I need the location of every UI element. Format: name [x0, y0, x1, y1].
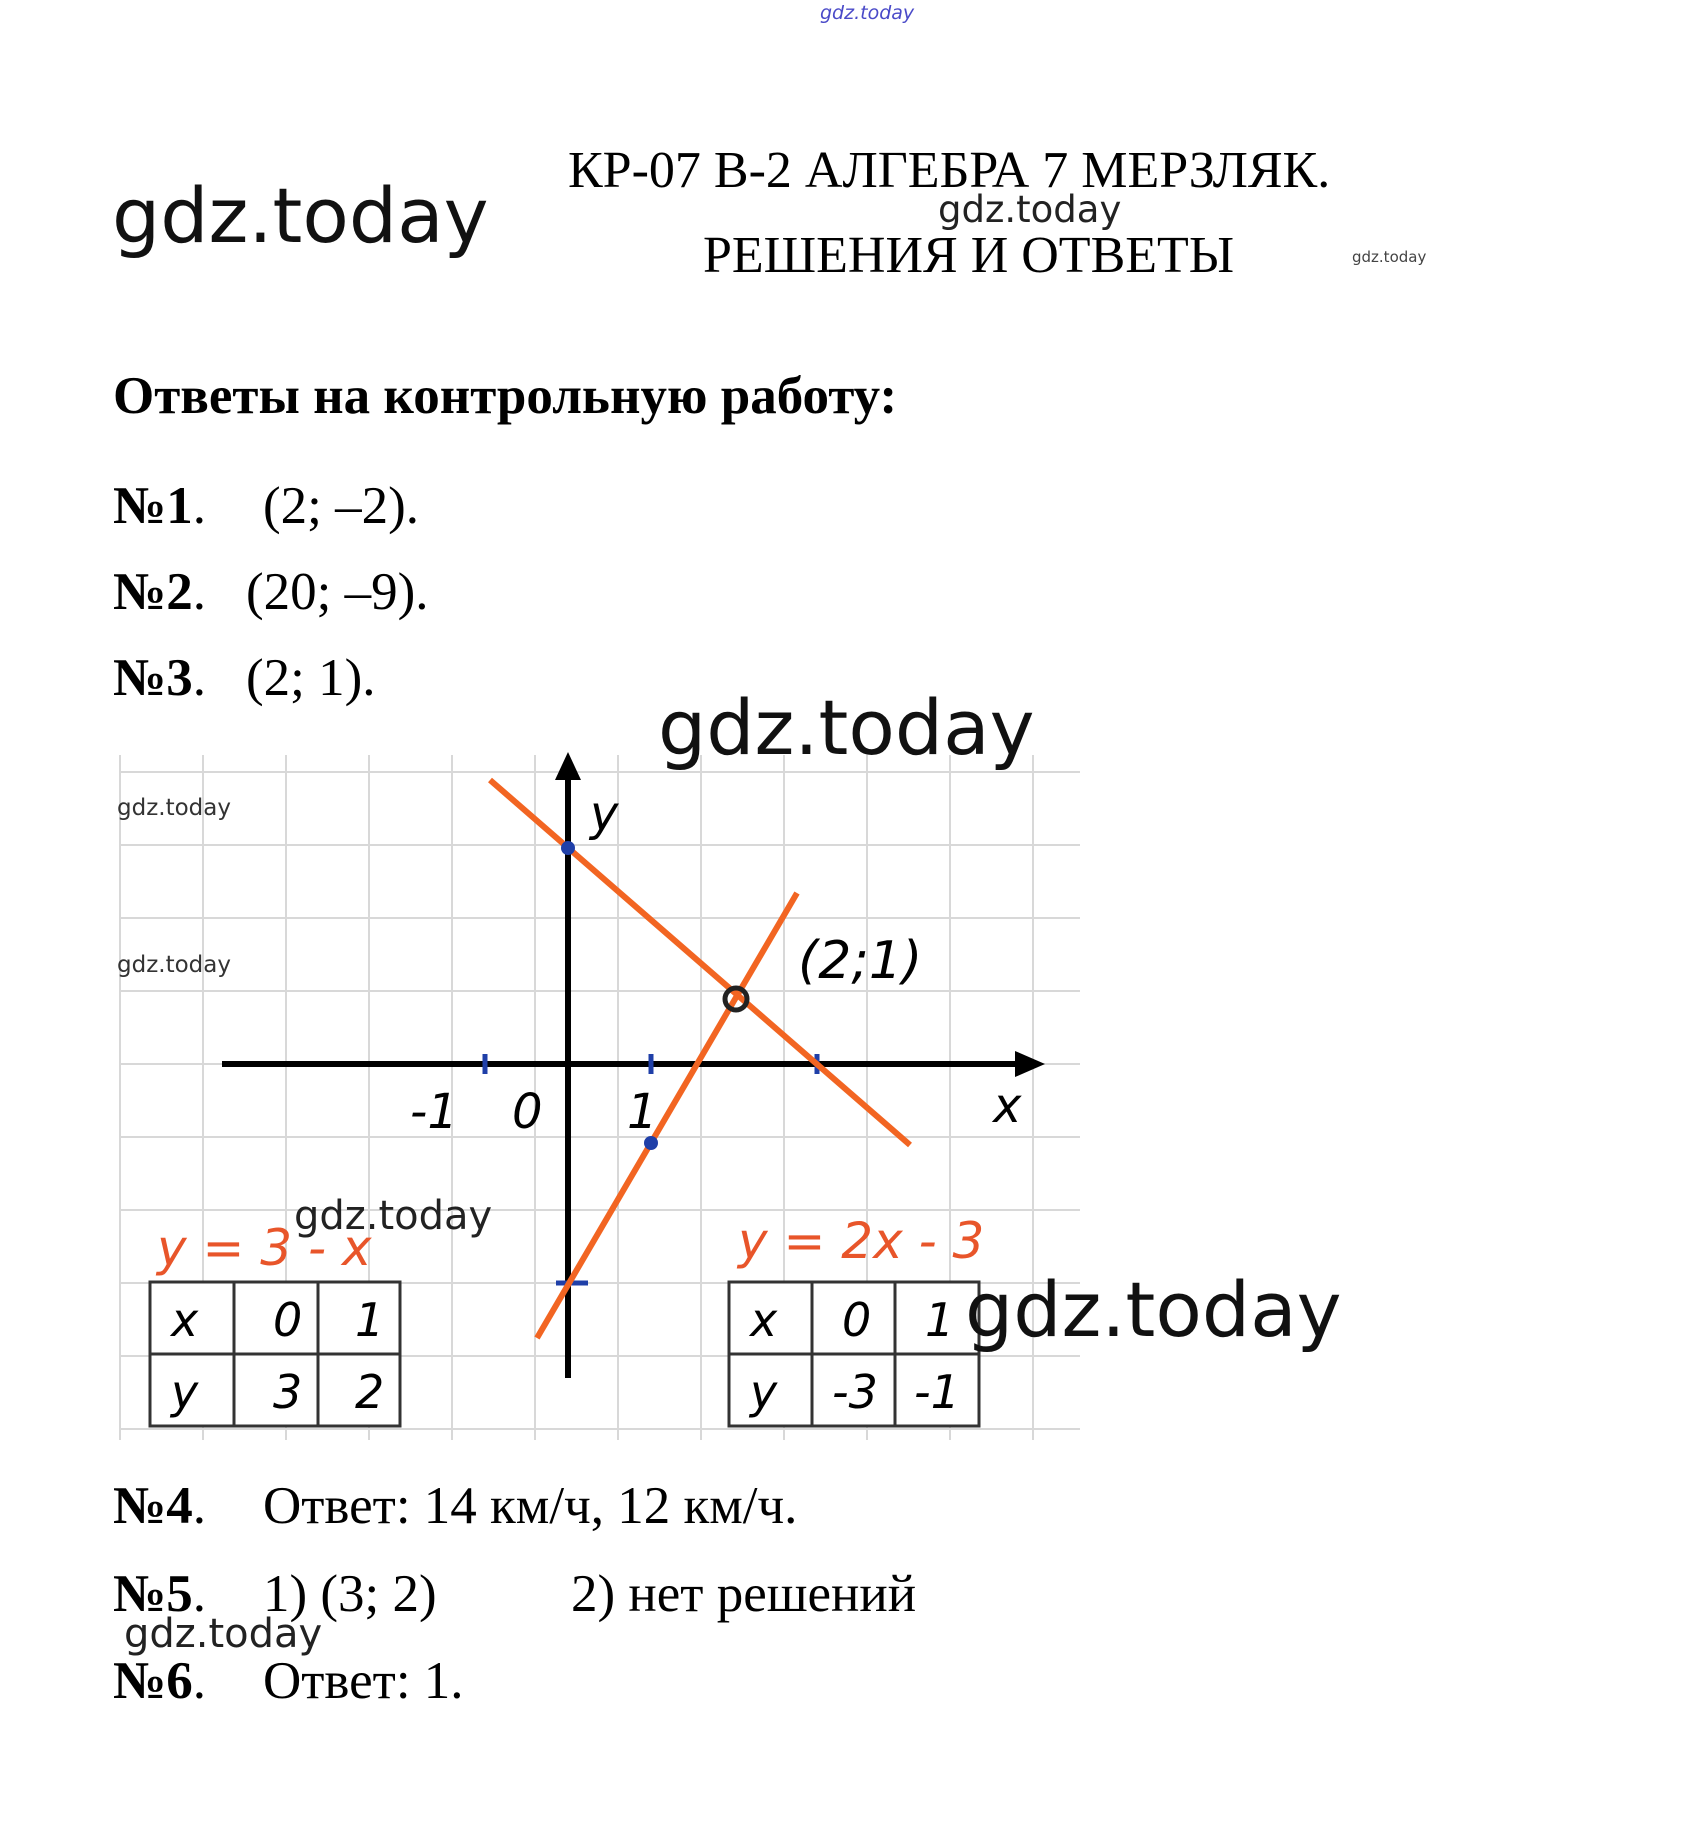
answer-dot: .: [192, 649, 207, 707]
table2-y1: -1: [914, 1365, 960, 1419]
value-table-line1: [150, 1282, 400, 1426]
answer-dot: .: [192, 1652, 207, 1710]
title-line-2: РЕШЕНИЯ И ОТВЕТЫ: [703, 227, 1235, 284]
answer-number: №4: [113, 1477, 193, 1535]
answer-number: №1: [113, 477, 193, 535]
answer-value: (2; –2).: [263, 477, 420, 535]
table2-x1: 1: [925, 1293, 955, 1347]
watermark-tiny: gdz.today: [1352, 248, 1427, 266]
answer-4: [113, 1477, 798, 1535]
x-axis-label: x: [993, 1078, 1022, 1134]
table2-y-label: y: [750, 1365, 778, 1419]
answer-number: №6: [113, 1652, 193, 1710]
equation-line2: y = 2x - 3: [738, 1212, 985, 1270]
y-axis-arrow-icon: [555, 752, 581, 780]
answer-dot: .: [192, 1477, 207, 1535]
x-axis-arrow-icon: [1015, 1051, 1045, 1077]
answer-value: 1) (3; 2): [263, 1565, 437, 1623]
watermark-title: gdz.today: [938, 188, 1122, 231]
value-table-line2: [729, 1282, 979, 1426]
table2-x-label: x: [750, 1293, 778, 1347]
table1-x-label: x: [171, 1293, 199, 1347]
answer-value: (2; 1).: [246, 649, 376, 707]
table1-y0: 3: [273, 1365, 303, 1419]
answer-value: (20; –9).: [246, 563, 429, 621]
watermark-small-2: gdz.today: [117, 952, 231, 978]
watermark-bottom: gdz.today: [124, 1611, 323, 1657]
watermark-graph-mid: gdz.today: [294, 1193, 493, 1239]
table1-y1: 2: [355, 1365, 385, 1419]
table1-y-label: y: [171, 1365, 199, 1419]
watermark-logo-large: gdz.today: [112, 171, 489, 260]
answer-6: [113, 1652, 464, 1710]
answer-value-2: 2) нет решений: [571, 1565, 917, 1623]
watermark-top: gdz.today: [820, 2, 915, 24]
answer-number: №3: [113, 649, 193, 707]
tick-label-minus-one: -1: [410, 1084, 458, 1140]
point-0-3: [561, 841, 575, 855]
intersection-label: (2;1): [798, 931, 923, 991]
table2-y0: -3: [832, 1365, 878, 1419]
watermark-graph-right: gdz.today: [965, 1265, 1342, 1354]
tick-label-one: 1: [627, 1084, 658, 1140]
watermark-graph-top: gdz.today: [658, 683, 1035, 772]
table1-x0: 0: [273, 1293, 303, 1347]
equation-line1: y = 3 - x: [157, 1219, 372, 1277]
table2-x0: 0: [842, 1293, 872, 1347]
answer-dot: .: [192, 477, 207, 535]
watermark-small-1: gdz.today: [117, 795, 231, 821]
answer-dot: .: [192, 563, 207, 621]
table1-x1: 1: [355, 1293, 385, 1347]
line-y-equals-2x-minus-3: [537, 893, 797, 1338]
answer-number: №2: [113, 563, 193, 621]
answer-dot: .: [192, 1565, 207, 1623]
answer-value: Ответ: 1.: [263, 1652, 464, 1710]
title-line-1: КР-07 В-2 АЛГЕБРА 7 МЕРЗЛЯК.: [568, 142, 1331, 199]
answers-heading: Ответы на контрольную работу:: [113, 367, 898, 425]
answer-number: №5: [113, 1565, 193, 1623]
origin-label: 0: [512, 1084, 543, 1140]
y-axis-label: y: [590, 786, 619, 842]
answer-value: Ответ: 14 км/ч, 12 км/ч.: [263, 1477, 798, 1535]
